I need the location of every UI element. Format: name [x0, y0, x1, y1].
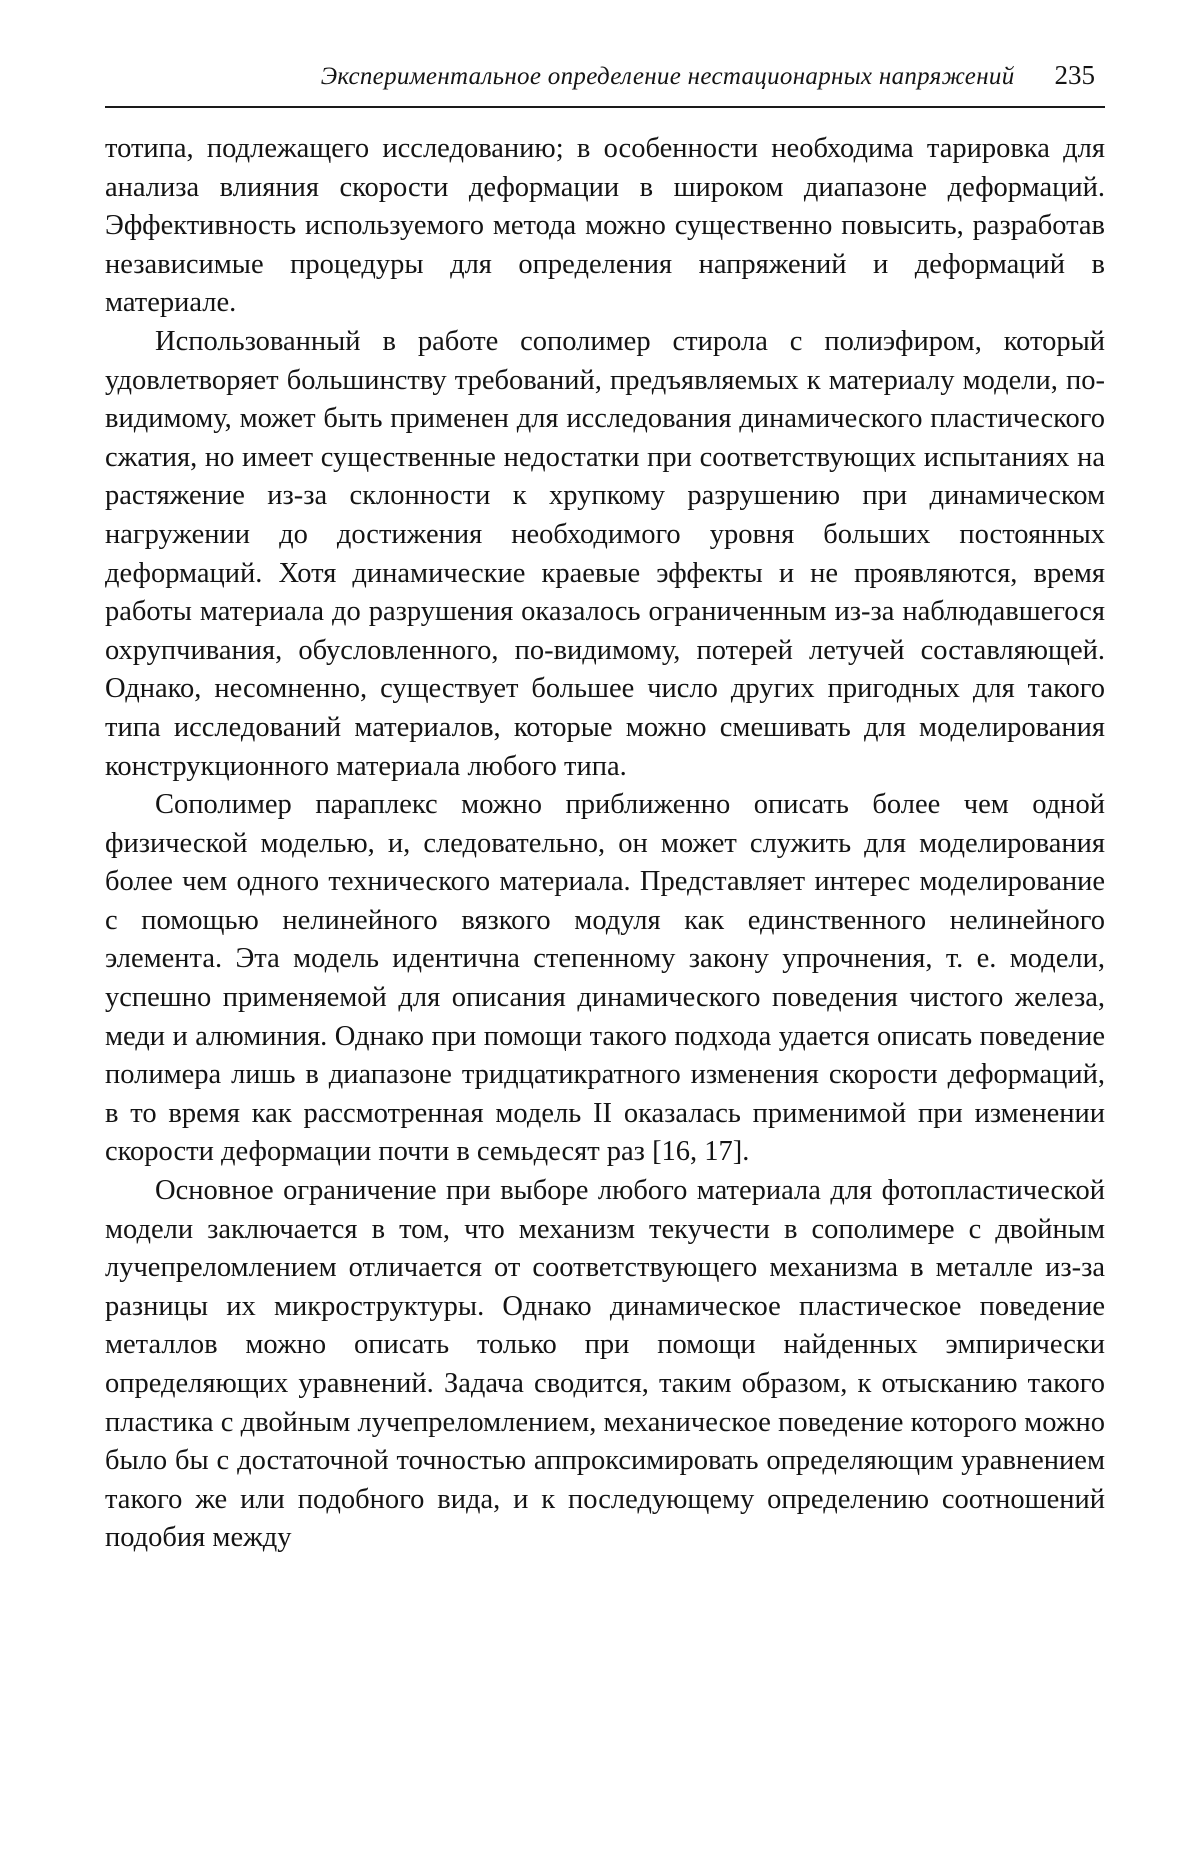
- paragraph-continuation: тотипа, подлежащего исследованию; в особенности необходима тарировка для анализа влияния скорости деформации в широком диапазоне деформаций. Эффективность используемого метода можно существенно повысить, разработав независимые процедуры для определения напряжений и деформаций в материале.: [105, 133, 1105, 319]
- paragraph-main-limitation: Основное ограничение при выборе любого материала для фотопластической модели заключается в том, что механизм текучести в сополимере с двойным лучепреломлением отличается от соответствующего механизма в металле из-за разницы их микроструктуры. Однако динамическое пластическое поведение металлов можно описать только при помощи найденных эмпирически определяющих уравнений. Задача сводится, таким образом, к отысканию такого пластика с двойным лучепреломлением, механическое поведение которого можно было бы с достаточной точностью аппроксимировать определяющим уравнением такого же или подобного вида, и к последующему определению соотношений подобия между: [105, 1175, 1105, 1554]
- book-page: [105, 60, 1105, 1558]
- running-title: Экспериментальное определение нестационарных напряжений: [320, 63, 1015, 90]
- body-text: [105, 130, 1105, 1558]
- page-number: 235: [1054, 60, 1095, 90]
- page-header: [105, 60, 1105, 108]
- paragraph-styrene-copolymer: Использованный в работе сополимер стирола с полиэфиром, который удовлетворяет большинству требований, предъявляемых к материалу модели, по-видимому, может быть применен для исследования динамического пластического сжатия, но имеет существенные недостатки при соответствующих испытаниях на растяжение из-за склонности к хрупкому разрушению при динамическом нагружении до достижения необходимого уровня больших постоянных деформаций. Хотя динамические краевые эффекты и не проявляются, время работы материала до разрушения оказалось ограниченным из-за наблюдавшегося охрупчивания, обусловленного, по-видимому, потерей летучей составляющей. Однако, несомненно, существует большее число других пригодных для такого типа исследований материалов, которые можно смешивать для моделирования конструкционного материала любого типа.: [105, 325, 1105, 782]
- paragraph-paraplex-copolymer: Сополимер параплекс можно приближенно описать более чем одной физической моделью, и, следовательно, он может служить для моделирования более чем одного технического материала. Представляет интерес моделирование с помощью нелинейного вязкого модуля как единственного нелинейного элемента. Эта модель идентична степенному закону упрочнения, т. е. модели, успешно применяемой для описания динамического поведения чистого железа, меди и алюминия. Однако при помощи такого подхода удается описать поведение полимера лишь в диапазоне тридцатикратного изменения скорости деформаций, в то время как рассмотренная модель II оказалась применимой при изменении скорости деформации почти в семьдесят раз [16, 17].: [105, 789, 1105, 1168]
